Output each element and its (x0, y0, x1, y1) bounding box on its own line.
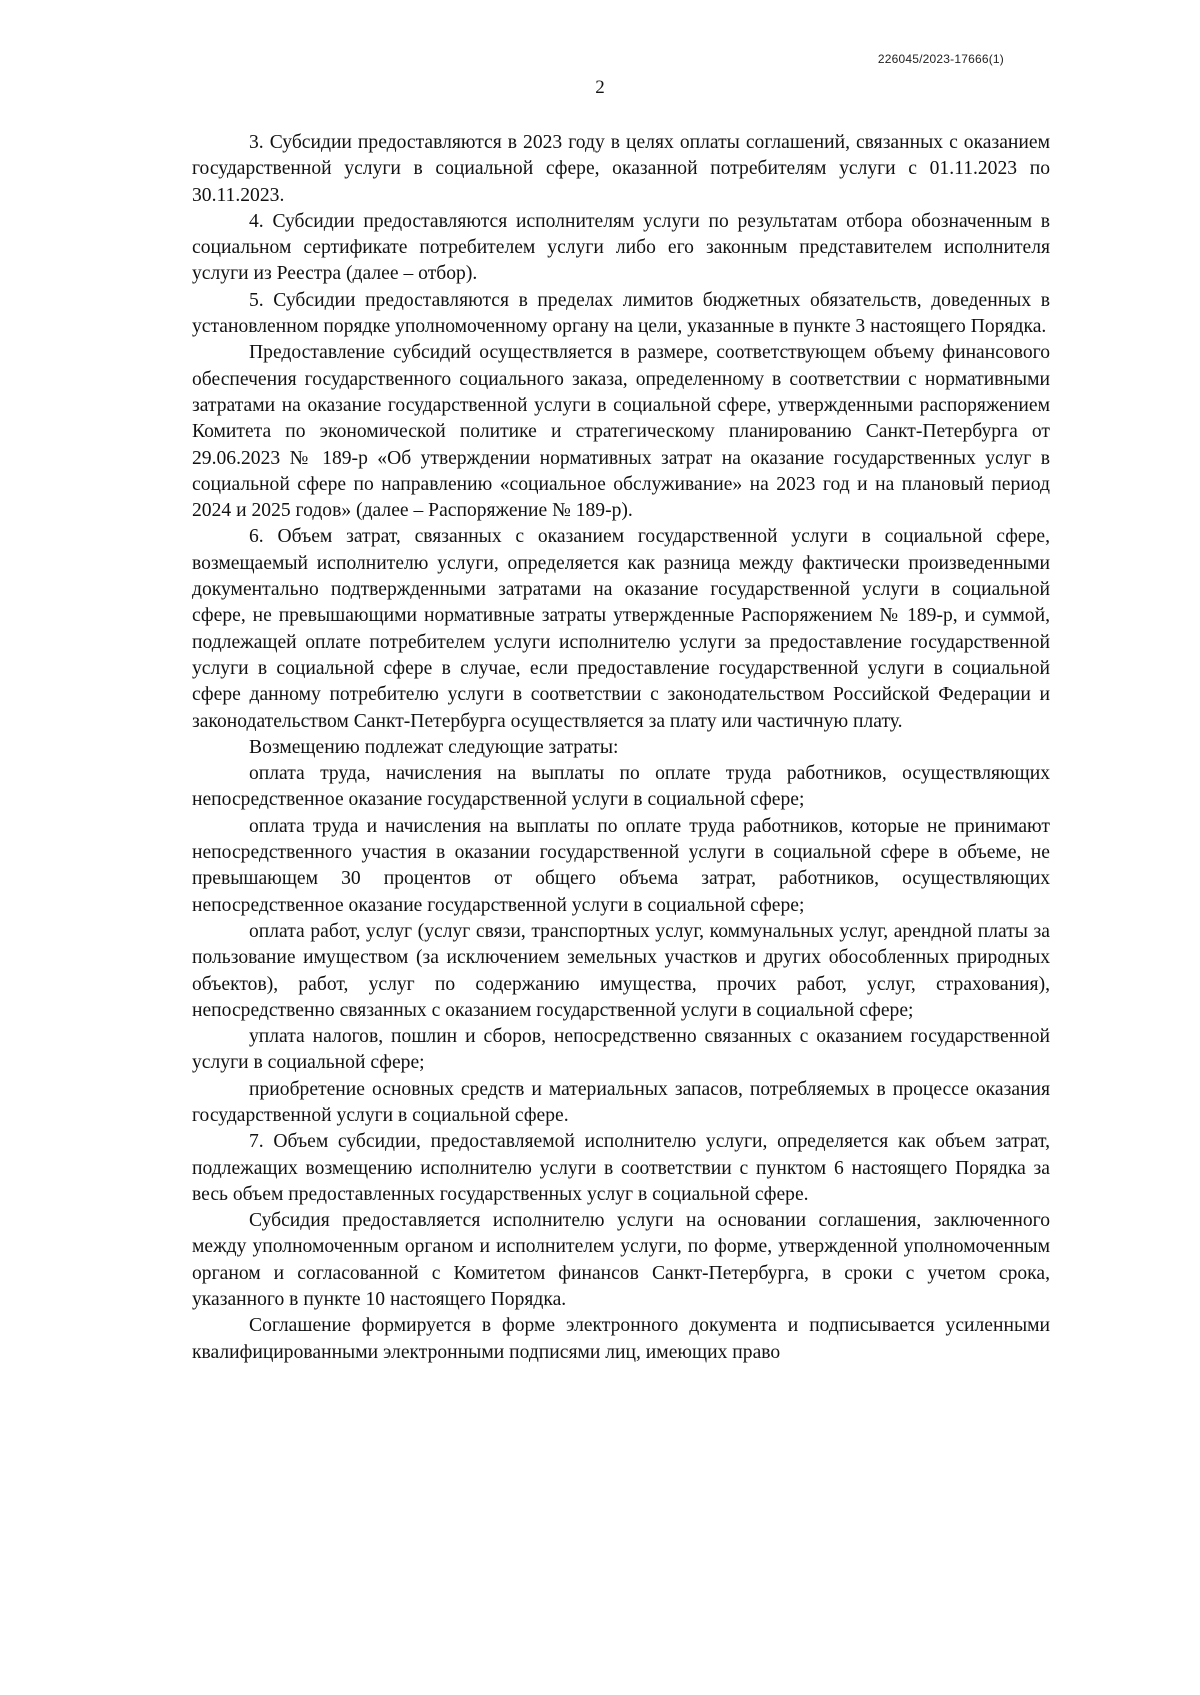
cost-item-staff-pay: оплата труда, начисления на выплаты по оплате труда работников, осуществляющих непосредственное оказание государственной услуги в социальной сфере; (192, 763, 1050, 811)
paragraph-reimbursable-costs-intro: Возмещению подлежат следующие затраты: (249, 736, 619, 758)
document-body (192, 130, 1050, 1366)
paragraph-agreement-basis: Субсидия предоставляется исполнителю услуги на основании соглашения, заключенного между уполномоченным органом и исполнителем услуги, по форме, утвержденной уполномоченным органом и согласованной с Комитетом финансов Санкт-Петербурга, в сроки с учетом срока, указанного в пункте 10 настоящего Порядка. (192, 1210, 1050, 1311)
page-number: 2 (595, 77, 605, 98)
paragraph-item-6: 6. Объем затрат, связанных с оказанием государственной услуги в социальной сфере, возмещаемый исполнителю услуги, определяется как разница между фактически произведенными документально подтвержденными затратами на оказание государственной услуги в социальной сфере, не превышающими нормативные затраты утвержденные Распоряжением № 189-р, и суммой, подлежащей оплате потребителем услуги исполнителю услуги за предоставление государственной услуги в социальной сфере в случае, если предоставление государственной услуги в социальной сфере данному потребителю услуги в соответствии с законодательством Российской Федерации и законодательством Санкт-Петербурга осуществляется за плату или частичную плату. (192, 526, 1050, 732)
cost-item-indirect-staff-pay: оплата труда и начисления на выплаты по оплате труда работников, которые не принимают непосредственного участия в оказании государственной услуги в социальной сфере в объеме, не превышающем 30 процентов от общего объема затрат, работников, осуществляющих непосредственное оказание государственной услуги в социальной сфере; (192, 815, 1050, 916)
paragraph-item-4: 4. Субсидии предоставляются исполнителям услуги по результатам отбора обозначенным в социальном сертификате потребителем услуги либо его законным представителем исполнителя услуги из Реестра (далее – отбор). (192, 210, 1050, 285)
paragraph-agreement-signing: Соглашение формируется в форме электронного документа и подписывается усиленными квалифицированными электронными подписями лиц, имеющих право (192, 1315, 1050, 1363)
paragraph-item-3: 3. Субсидии предоставляются в 2023 году в целях оплаты соглашений, связанных с оказанием государственной услуги в социальной сфере, оказанной потребителям услуги с 01.11.2023 по 30.11.2023. (192, 132, 1050, 206)
document-registration-number: 226045/2023-17666(1) (877, 52, 1004, 66)
cost-item-assets: приобретение основных средств и материальных запасов, потребляемых в процессе оказания государственной услуги в социальной сфере. (192, 1078, 1050, 1126)
paragraph-subsidy-amount: Предоставление субсидий осуществляется в размере, соответствующем объему финансового обеспечения государственного социального заказа, определенному в соответствии с нормативными затратами на оказание государственной услуги в социальной сфере, утвержденными распоряжением Комитета по экономической политике и стратегическому планированию Санкт-Петербурга от 29.06.2023 № 189-р «Об утверждении нормативных затрат на оказание государственных услуг в социальной сфере по направлению «социальное обслуживание» на 2023 год и на плановый период 2024 и 2025 годов» (далее – Распоряжение № 189-р). (192, 342, 1050, 522)
paragraph-item-5: 5. Субсидии предоставляются в пределах лимитов бюджетных обязательств, доведенных в установленном порядке уполномоченному органу на цели, указанные в пункте 3 настоящего Порядка. (192, 289, 1050, 338)
paragraph-item-7: 7. Объем субсидии, предоставляемой исполнителю услуги, определяется как объем затрат, подлежащих возмещению исполнителю услуги в соответствии с пунктом 6 настоящего Порядка за весь объем предоставленных государственных услуг в социальной сфере. (192, 1131, 1050, 1205)
cost-item-taxes: уплата налогов, пошлин и сборов, непосредственно связанных с оказанием государственной услуги в социальной сфере; (192, 1026, 1050, 1074)
cost-item-works-services: оплата работ, услуг (услуг связи, транспортных услуг, коммунальных услуг, арендной платы за пользование имуществом (за исключением земельных участков и других обособленных природных объектов), работ, услуг по содержанию имущества, прочих работ, услуг, страхования), непосредственно связанных с оказанием государственной услуги в социальной сфере; (192, 920, 1050, 1021)
